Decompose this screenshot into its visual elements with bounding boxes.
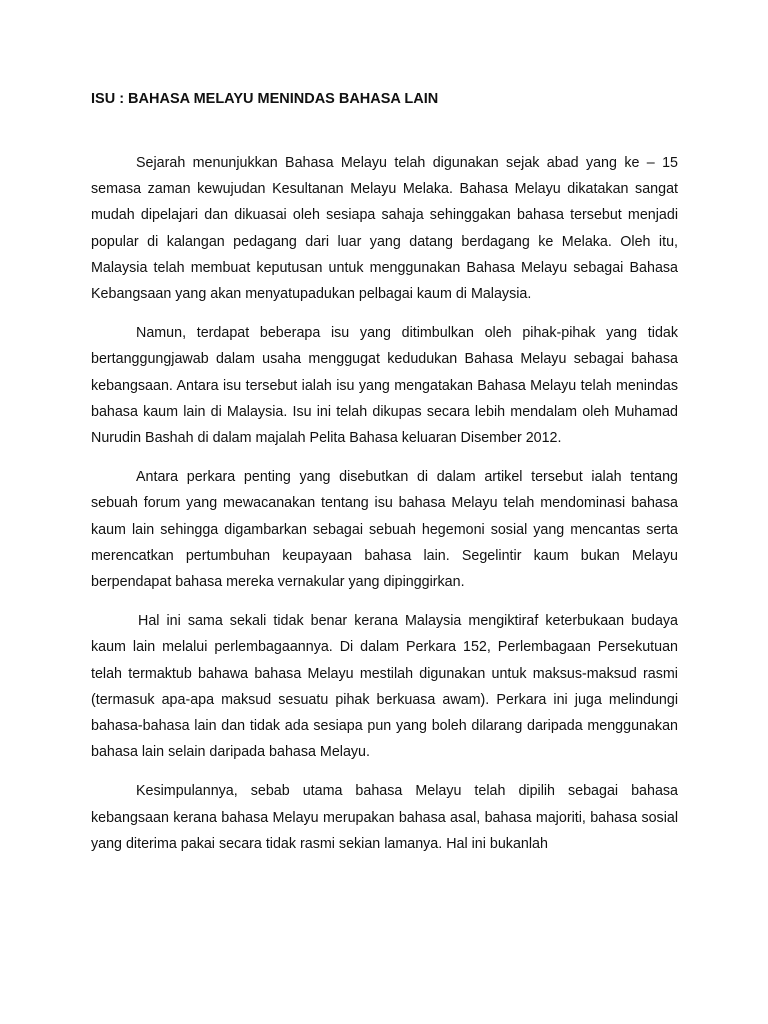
paragraph-1: Sejarah menunjukkan Bahasa Melayu telah digunakan sejak abad yang ke – 15 semasa zaman kewujudan Kesultanan Melayu Melaka. Bahasa Melayu dikatakan sangat mudah dipelajari dan dikuasai oleh sesiapa sahaja sehinggakan bahasa tersebut menjadi popular di kalangan pedagang dari luar yang datang berdagang ke Melaka. Oleh itu, Malaysia telah membuat keputusan untuk menggunakan Bahasa Melayu sebagai Bahasa Kebangsaan yang akan menyatupadukan pelbagai kaum di Malaysia. [91,155,678,303]
paragraph-3: Antara perkara penting yang disebutkan di dalam artikel tersebut ialah tentang sebuah forum yang mewacanakan tentang isu bahasa Melayu telah mendominasi bahasa kaum lain sehingga digambarkan sebagai sebuah hegemoni sosial yang mencantas serta merencatkan pertumbuhan keupayaan bahasa lain. Segelintir kaum bukan Melayu berpendapat bahasa mereka vernakular yang dipinggirkan. [91,469,678,591]
document-title: ISU : BAHASA MELAYU MENINDAS BAHASA LAIN [91,91,439,107]
document-body [91,150,678,870]
paragraph-2: Namun, terdapat beberapa isu yang ditimbulkan oleh pihak-pihak yang tidak bertanggungjawab dalam usaha menggugat kedudukan Bahasa Melayu sebagai bahasa kebangsaan. Antara isu tersebut ialah isu yang mengatakan Bahasa Melayu telah menindas bahasa kaum lain di Malaysia. Isu ini telah dikupas secara lebih mendalam oleh Muhamad Nurudin Bashah di dalam majalah Pelita Bahasa keluaran Disember 2012. [91,325,678,447]
paragraph-5: Kesimpulannya, sebab utama bahasa Melayu telah dipilih sebagai bahasa kebangsaan kerana bahasa Melayu merupakan bahasa asal, bahasa majoriti, bahasa sosial yang diterima pakai secara tidak rasmi sekian lamanya. Hal ini bukanlah [91,783,678,852]
paragraph-4: Hal ini sama sekali tidak benar kerana Malaysia mengiktiraf keterbukaan budaya kaum lain melalui perlembagaannya. Di dalam Perkara 152, Perlembagaan Persekutuan telah termaktub bahawa bahasa Melayu mestilah digunakan untuk maksus-maksud rasmi (termasuk apa-apa maksud sesuatu pihak berkuasa awam). Perkara ini juga melindungi bahasa-bahasa lain dan tidak ada sesiapa pun yang boleh dilarang daripada menggunakan bahasa lain selain daripada bahasa Melayu. [91,613,678,761]
